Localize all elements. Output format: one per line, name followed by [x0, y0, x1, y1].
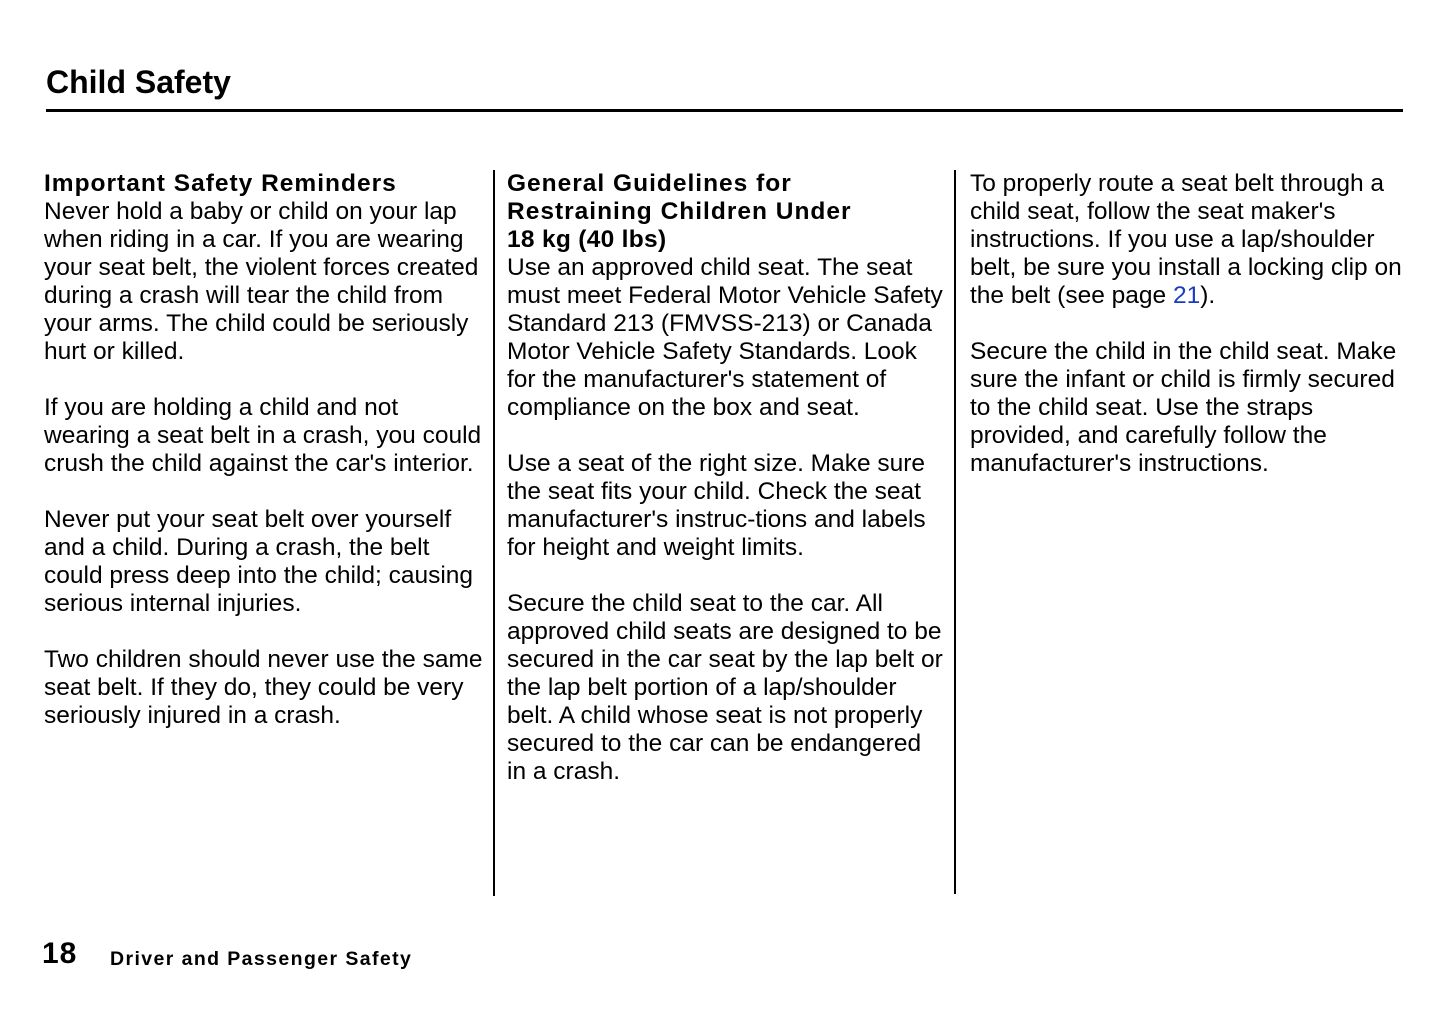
- page-title: Child Safety: [46, 64, 231, 100]
- page-number: 18: [42, 937, 78, 970]
- paragraph: Never hold a baby or child on your lap when riding in a car. If you are wearing your seat belt, the violent forces created during a crash will tear the child from your arms. The child could be seriously hurt or killed.: [44, 198, 479, 365]
- footer-section-title: Driver and Passenger Safety: [110, 948, 413, 970]
- paragraph: [970, 170, 1410, 310]
- paragraph-text: To properly route a seat belt through a child seat, follow the seat maker's instructions. If you use a lap/shoulder belt, be sure you install a locking clip on the belt (see page: [970, 170, 1402, 309]
- paragraph: Use an approved child seat. The seat must meet Federal Motor Vehicle Safety Standard 213 (FMVSS-213) or Canada Motor Vehicle Safety Standards. Look for the manufacturer's statement of compliance on the box and seat.: [507, 254, 943, 421]
- title-rule: [46, 109, 1403, 112]
- paragraph: Secure the child in the child seat. Make sure the infant or child is firmly secured to the child seat. Use the straps provided, and carefully follow the manufacturer's instructions.: [970, 338, 1397, 477]
- page-reference-link[interactable]: 21: [1172, 282, 1201, 309]
- section-heading-important-safety-reminders: Important Safety Reminders: [44, 170, 397, 197]
- paragraph: If you are holding a child and not wearing a seat belt in a crash, you could crush the child against the car's interior.: [44, 394, 482, 477]
- paragraph: Two children should never use the same seat belt. If they do, they could be very seriously injured in a crash.: [44, 646, 483, 729]
- column-seat-belt-routing: [970, 170, 1410, 478]
- section-heading-general-guidelines: [507, 170, 943, 254]
- paragraph: Never put your seat belt over yourself and a child. During a crash, the belt could press deep into the child; causing serious internal injuries.: [44, 506, 474, 617]
- column-important-safety-reminders: [44, 170, 484, 730]
- paragraph: Secure the child seat to the car. All approved child seats are designed to be secured in the car seat by the lap belt or the lap belt portion of a lap/shoulder belt. A child whose seat is not properly secured to the car can be endangered in a crash.: [507, 590, 943, 785]
- paragraph: Use a seat of the right size. Make sure the seat fits your child. Check the seat manufacturer's instruc-tions and labels for height and weight limits.: [507, 450, 926, 561]
- paragraph-text: ).: [1200, 282, 1216, 309]
- column-divider: [493, 170, 495, 896]
- heading-line: 18 kg (40 lbs): [507, 226, 667, 253]
- column-divider: [954, 170, 956, 894]
- heading-line: General Guidelines for: [507, 170, 792, 197]
- heading-line: Restraining Children Under: [507, 198, 852, 225]
- column-general-guidelines: [507, 170, 943, 786]
